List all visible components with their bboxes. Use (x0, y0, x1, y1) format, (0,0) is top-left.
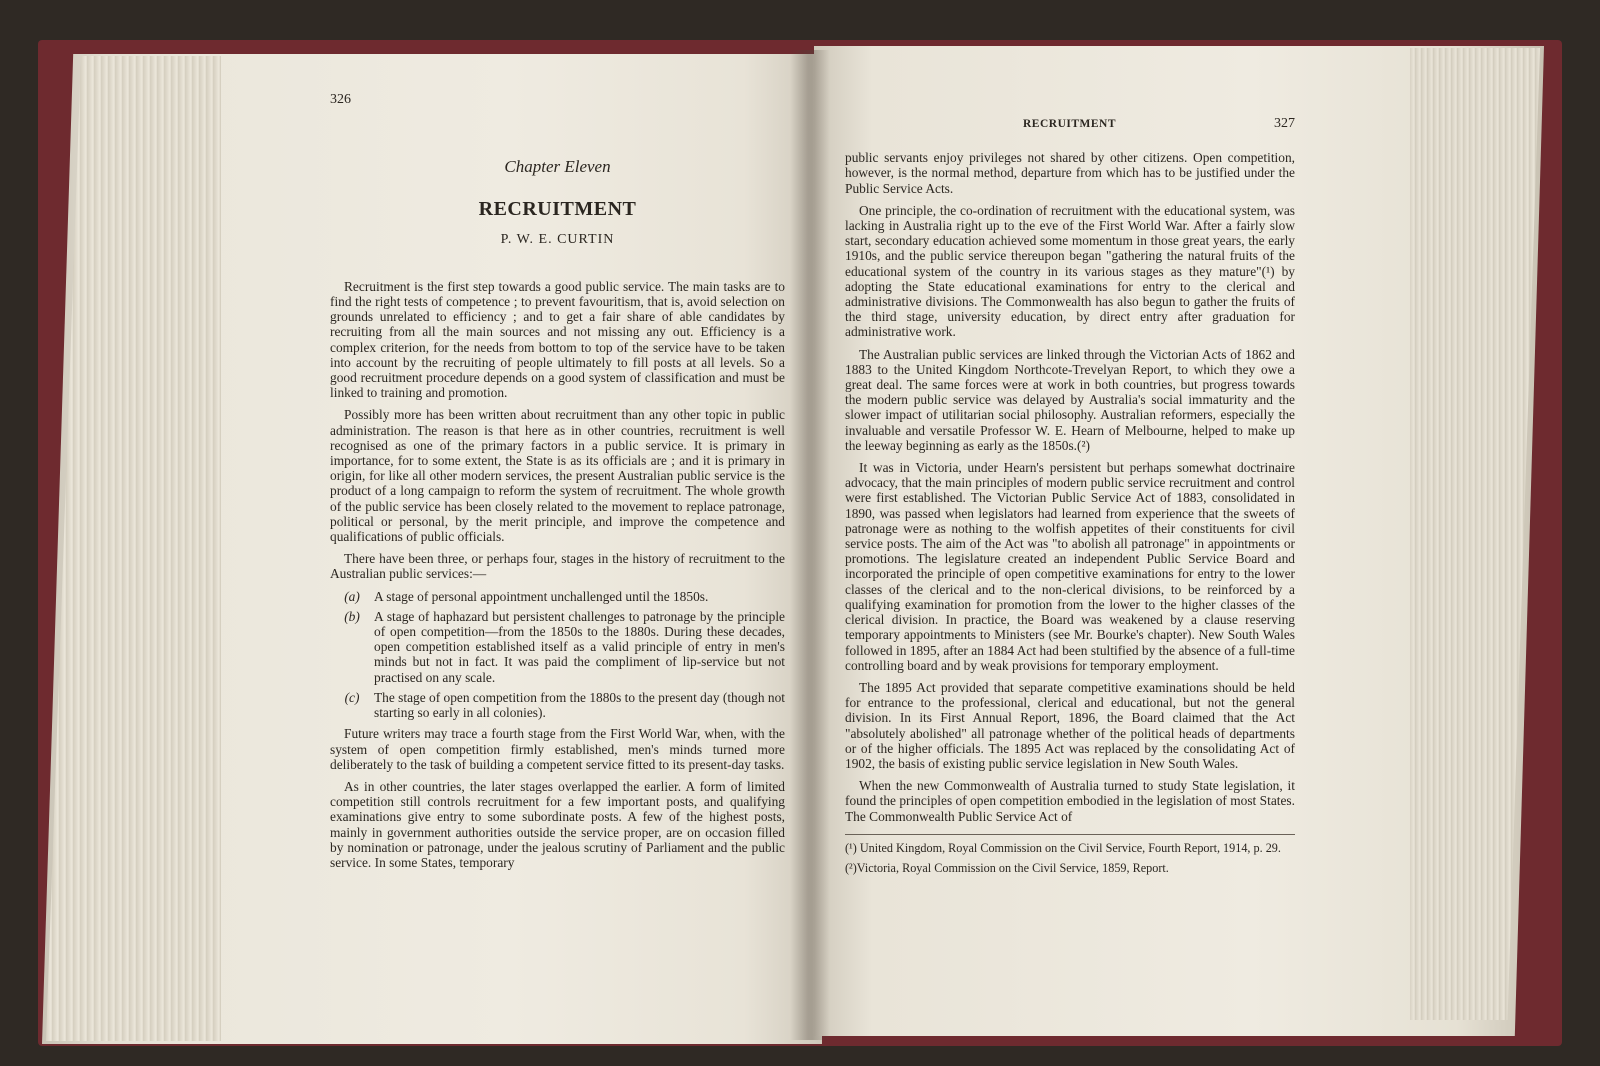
footnotes (845, 834, 1295, 875)
chapter-author: P. W. E. CURTIN (500, 231, 615, 247)
stage-text: A stage of personal appointment unchallenged until the 1850s. (374, 588, 709, 604)
footnote: (²)Victoria, Royal Commission on the Civil Service, 1859, Report. (845, 860, 1169, 875)
stage-text: The stage of open competition from the 1880s to the present day (though not starting so early in all colonies). (374, 689, 785, 721)
page-number-right: 327 (1274, 116, 1295, 131)
running-title: RECRUITMENT (1023, 118, 1117, 130)
paragraph: The Australian public services are linked through the Victorian Acts of 1862 and 1883 to the United Kingdom Northcote-Trevelyan Report, to which they owe a great deal. The same forces were at work in both countries, but progress towards the modern public service was delayed by Australia's social immaturity and the slower impact of utilitarian social philosophy. Australian reformers, especially the invaluable and versatile Professor W. E. Hearn of Melbourne, helped to make up the leeway beginning as early as the 1850s.(²) (845, 346, 1295, 453)
paragraph: One principle, the co-ordination of recruitment with the educational system, was lacking in Australia right up to the eve of the First World War. After a fairly slow start, secondary education achieved some momentum in those great years, the early 1910s, and the public service thereupon began "gathering the natural fruits of the educational system of the country in its various stages as they mature"(¹) by adopting the State educational examinations for entry to the clerical and administrative divisions. The Commonwealth has also begun to gather the fruits of the third stage, university education, by direct entry after graduation for administrative work. (845, 202, 1295, 340)
paragraph: It was in Victoria, under Hearn's persistent but perhaps somewhat doctrinaire advocacy, that the main principles of modern public service recruitment and control were first established. The Victorian Public Service Act of 1883, consolidated in 1890, was passed when legislators had learned from experience that the sweets of patronage were as nothing to the wolfish appetites of their constituents for civil service posts. The aim of the Act was "to abolish all patronage" in appointments or promotions. The legislature created an independent Public Service Board and incorporated the principle of open competitive examinations for entry to the lower classes of the clerical and to the non-clerical divisions, to be reinforced by a qualifying examination for promotion from the lower to the higher classes of the clerical division. In practice, the Board was weakened by a clause reserving temporary appointments to Ministers (see Mr. Bourke's chapter). New South Wales followed in 1895, after an 1884 Act had been stultified by the absence of a full-time controlling board and by weak provisions for temporary employment. (845, 460, 1295, 673)
paragraph: As in other countries, the later stages overlapped the earlier. A form of limited competition still controls recruitment for a few important posts, and qualifying examinations give entry to some subordinate posts. A few of the highest posts, mainly in government authorities outside the service proper, are on occasion filled by nomination or patronage, under the jealous scrutiny of Parliament and the public service. In some States, temporary (330, 778, 785, 870)
paragraph: public servants enjoy privileges not shared by other citizens. Open competition, however, is the normal method, departure from which has to be justified under the Public Service Acts. (845, 150, 1295, 196)
paragraph: Recruitment is the first step towards a good public service. The main tasks are to find the right tests of competence ; to prevent favouritism, that is, avoid selection on grounds unrelated to efficiency ; and to get a fair share of able candidates by recruiting from all the main sources and not missing any out. Efficiency is a complex criterion, for the needs from bottom to top of the service have to be taken into account by the recruiting of people ultimately to fill posts at all levels. So a good recruitment procedure depends on a good system of classification and must be linked to training and promotion. (330, 278, 785, 401)
paragraph: The 1895 Act provided that separate competitive examinations should be held for entrance to the professional, clerical and educational, but not the general division. In its First Annual Report, 1896, the Board claimed that the Act "absolutely abolished" all patronage whether of the political heads of departments or of the higher officials. The 1895 Act was replaced by the consolidating Act of 1902, the basis of existing public service legislation in New South Wales. (845, 679, 1295, 771)
stage-marker: (c) (344, 689, 360, 705)
stage-text: A stage of haphazard but persistent challenges to patronage by the principle of open competition—from the 1850s to the 1880s. During these decades, open competition established itself as a valid principle of entry in men's minds but not in fact. It was paid the compliment of lip-service but not practised on any scale. (374, 608, 785, 685)
stage-item (330, 690, 785, 720)
running-head (845, 116, 1295, 132)
footnote: (¹) United Kingdom, Royal Commission on the Civil Service, Fourth Report, 1914, p. 29. (845, 840, 1281, 855)
stage-marker: (a) (344, 588, 360, 604)
chapter-title: RECRUITMENT (478, 198, 637, 221)
paragraph: When the new Commonwealth of Australia turned to study State legislation, it found the principles of open competition embodied in the legislation of most States. The Commonwealth Public Service Act of (845, 778, 1295, 824)
stage-item (330, 589, 785, 604)
left-page (330, 92, 785, 877)
book-gutter (790, 50, 830, 1040)
chapter-label: Chapter Eleven (504, 157, 611, 177)
stage-list (330, 589, 785, 721)
paragraph: There have been three, or perhaps four, stages in the history of recruitment to the Australian public services:— (330, 551, 785, 582)
paragraph: Future writers may trace a fourth stage from the First World War, when, with the system of open competition firmly established, men's minds turned more deliberately to the task of building a competent service fitted to its present-day tasks. (330, 726, 785, 772)
stage-item (330, 609, 785, 685)
stage-marker: (b) (344, 608, 360, 624)
page-number-left: 326 (330, 92, 351, 107)
paragraph: Possibly more has been written about recruitment than any other topic in public administration. The reason is that here as in other countries, recruitment is well recognised as one of the primary factors in a public service. It is primary in importance, for to some extent, the State is as its officials are ; and it is primary in origin, for like all other modern services, the present Australian public service is the product of a long campaign to reform the system of recruitment. The whole growth of the public service has been closely related to the movement to replace patronage, political or personal, by the merit principle, and improve the competence and qualifications of public officials. (330, 407, 785, 545)
right-page (845, 116, 1295, 881)
